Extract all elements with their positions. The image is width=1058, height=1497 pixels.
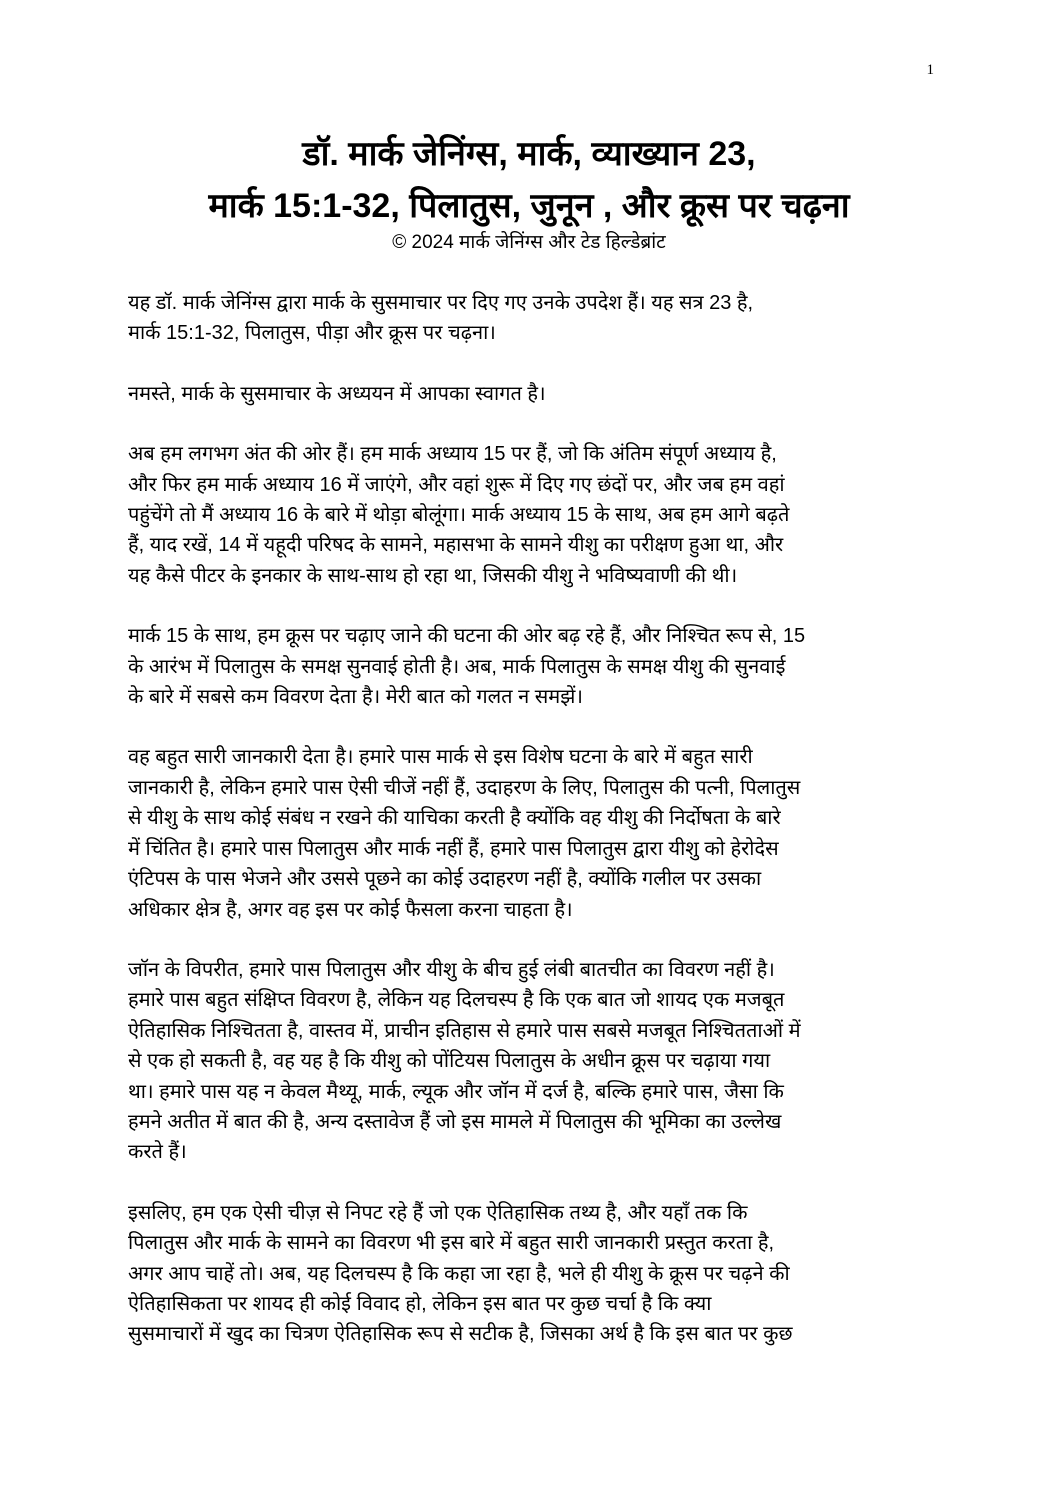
paragraph xyxy=(128,955,928,1168)
paragraph-line: के आरंभ में पिलातुस के समक्ष सुनवाई होती है। अब, मार्क पिलातुस के समक्ष यीशु की सुनवाई xyxy=(128,655,786,678)
paragraph xyxy=(128,1198,928,1350)
copyright-notice: © 2024 मार्क जेनिंग्स और टेड हिल्डेब्रांट xyxy=(392,232,666,253)
paragraph-line: में चिंतित है। हमारे पास पिलातुस और मार्क नहीं हैं, हमारे पास पिलातुस द्वारा यीशु को हेरोदेस xyxy=(128,837,779,860)
paragraph-line: यह कैसे पीटर के इनकार के साथ-साथ हो रहा था, जिसकी यीशु ने भविष्यवाणी की थी। xyxy=(128,564,738,587)
paragraph-line: सुसमाचारों में खुद का चित्रण ऐतिहासिक रूप से सटीक है, जिसका अर्थ है कि इस बात पर कुछ xyxy=(128,1323,793,1346)
paragraph-line: हमने अतीत में बात की है, अन्य दस्तावेज हैं जो इस मामले में पिलातुस की भूमिका का उल्लेख xyxy=(128,1110,782,1133)
paragraph-line: इसलिए, हम एक ऐसी चीज़ से निपट रहे हैं जो एक ऐतिहासिक तथ्य है, और यहाँ तक कि xyxy=(128,1201,748,1224)
paragraph-line: अधिकार क्षेत्र है, अगर वह इस पर कोई फैसला करना चाहता है। xyxy=(128,898,573,921)
paragraph-line: से यीशु के साथ कोई संबंध न रखने की याचिका करती है क्योंकि वह यीशु की निर्दोषता के बारे xyxy=(128,807,781,830)
paragraph-line: ऐतिहासिक निश्चितता है, वास्तव में, प्राचीन इतिहास से हमारे पास सबसे मजबूत निश्चितताओं में xyxy=(128,1019,801,1042)
paragraph-line: के बारे में सबसे कम विवरण देता है। मेरी बात को गलत न समझें। xyxy=(128,686,583,709)
paragraph xyxy=(128,621,928,712)
page-number: 1 xyxy=(926,62,934,78)
paragraph-line: एंटिपस के पास भेजने और उससे पूछने का कोई उदाहरण नहीं है, क्योंकि गलील पर उसका xyxy=(128,868,762,891)
document-title xyxy=(0,128,1058,232)
document-body xyxy=(128,288,928,1380)
paragraph-line: और फिर हम मार्क अध्याय 16 में जाएंगे, और वहां शुरू में दिए गए छंदों पर, और जब हम वहां xyxy=(128,473,785,496)
paragraph xyxy=(128,379,928,409)
paragraph-line: हमारे पास बहुत संक्षिप्त विवरण है, लेकिन यह दिलचस्प है कि एक बात जो शायद एक मजबूत xyxy=(128,989,785,1012)
paragraph-line: से एक हो सकती है, वह यह है कि यीशु को पोंटियस पिलातुस के अधीन क्रूस पर चढ़ाया गया xyxy=(128,1050,771,1073)
paragraph-line: नमस्ते, मार्क के सुसमाचार के अध्ययन में आपका स्वागत है। xyxy=(128,382,546,405)
paragraph-line: पहुंचेंगे तो मैं अध्याय 16 के बारे में थोड़ा बोलूंगा। मार्क अध्याय 15 के साथ, अब हम आगे बढ़ते xyxy=(128,504,790,527)
paragraph-line: जानकारी है, लेकिन हमारे पास ऐसी चीजें नहीं हैं, उदाहरण के लिए, पिलातुस की पत्नी, पिलातुस xyxy=(128,776,801,799)
paragraph xyxy=(128,742,928,924)
paragraph-line: अब हम लगभग अंत की ओर हैं। हम मार्क अध्याय 15 पर हैं, जो कि अंतिम संपूर्ण अध्याय है, xyxy=(128,443,777,466)
paragraph-line: वह बहुत सारी जानकारी देता है। हमारे पास मार्क से इस विशेष घटना के बारे में बहुत सारी xyxy=(128,746,753,769)
paragraph-line: पिलातुस और मार्क के सामने का विवरण भी इस बारे में बहुत सारी जानकारी प्रस्तुत करता है, xyxy=(128,1232,775,1255)
paragraph-line: जॉन के विपरीत, हमारे पास पिलातुस और यीशु के बीच हुई लंबी बातचीत का विवरण नहीं है। xyxy=(128,958,775,981)
title-line-1: डॉ. मार्क जेनिंग्स, मार्क, व्याख्यान 23, xyxy=(302,135,756,173)
paragraph-line: मार्क 15:1-32, पिलातुस, पीड़ा और क्रूस पर चढ़ना। xyxy=(128,322,496,345)
title-line-2: मार्क 15:1-32, पिलातुस, जुनून , और क्रूस पर चढ़ना xyxy=(208,187,850,225)
paragraph-line: था। हमारे पास यह न केवल मैथ्यू, मार्क, ल्यूक और जॉन में दर्ज है, बल्कि हमारे पास, जैसा कि xyxy=(128,1080,784,1103)
paragraph-line: ऐतिहासिकता पर शायद ही कोई विवाद हो, लेकिन इस बात पर कुछ चर्चा है कि क्या xyxy=(128,1292,712,1315)
paragraph-line: यह डॉ. मार्क जेनिंग्स द्वारा मार्क के सुसमाचार पर दिए गए उनके उपदेश हैं। यह सत्र 23 है, xyxy=(128,292,754,314)
paragraph-line: मार्क 15 के साथ, हम क्रूस पर चढ़ाए जाने की घटना की ओर बढ़ रहे हैं, और निश्चित रूप से, 15 xyxy=(128,625,806,648)
paragraph-line: अगर आप चाहें तो। अब, यह दिलचस्प है कि कहा जा रहा है, भले ही यीशु के क्रूस पर चढ़ने की xyxy=(128,1262,790,1285)
paragraph-line: हैं, याद रखें, 14 में यहूदी परिषद के सामने, महासभा के सामने यीशु का परीक्षण हुआ था, और xyxy=(128,534,784,557)
paragraph xyxy=(128,288,928,349)
paragraph-line: करते हैं। xyxy=(128,1141,187,1164)
paragraph xyxy=(128,439,928,591)
